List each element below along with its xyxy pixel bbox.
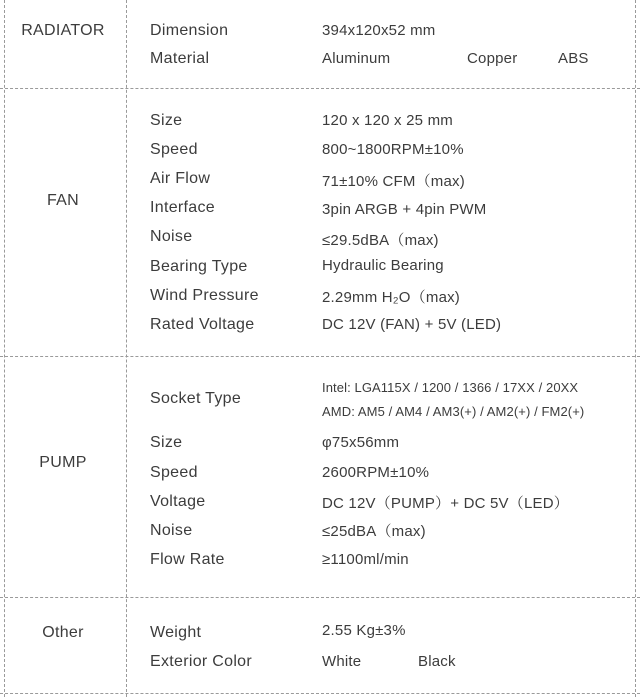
- spec-label: Socket Type: [150, 390, 242, 407]
- category-label: PUMP: [39, 454, 87, 471]
- spec-label: Size: [150, 112, 183, 129]
- spec-label: Wind Pressure: [150, 287, 259, 304]
- spec-label: Flow Rate: [150, 551, 225, 568]
- spec-value: Copper: [467, 50, 518, 67]
- spec-value: Black: [418, 653, 456, 670]
- spec-label: Air Flow: [150, 170, 211, 187]
- spec-value: ABS: [558, 50, 589, 67]
- spec-label: Bearing Type: [150, 258, 248, 275]
- spec-label: Exterior Color: [150, 653, 253, 670]
- category-label: Other: [42, 624, 84, 641]
- spec-label: Material: [150, 50, 210, 67]
- spec-value: 3pin ARGB + 4pin PWM: [322, 201, 487, 218]
- table-border-left: [4, 0, 5, 697]
- spec-value: ≤29.5dBA（max): [322, 232, 439, 249]
- spec-value: DC 12V (FAN) + 5V (LED): [322, 316, 502, 333]
- spec-label: Dimension: [150, 22, 229, 39]
- table-border-bottom: [0, 693, 640, 694]
- spec-value: 120 x 120 x 25 mm: [322, 112, 453, 129]
- spec-value: White: [322, 653, 362, 670]
- spec-value: 2600RPM±10%: [322, 464, 430, 481]
- spec-label: Speed: [150, 141, 198, 158]
- spec-value: Hydraulic Bearing: [322, 257, 444, 274]
- spec-label: Noise: [150, 228, 193, 245]
- spec-value: 800~1800RPM±10%: [322, 141, 464, 158]
- spec-label: Interface: [150, 199, 215, 216]
- category-label: FAN: [46, 192, 80, 209]
- spec-label: Voltage: [150, 493, 206, 510]
- spec-value: Intel: LGA115X / 1200 / 1366 / 17XX / 20XX: [322, 380, 579, 395]
- section-divider: [0, 88, 640, 89]
- spec-value: φ75x56mm: [322, 434, 400, 451]
- section-divider: [0, 597, 640, 598]
- category-label: RADIATOR: [21, 22, 105, 39]
- spec-value: 394x120x52 mm: [322, 22, 436, 39]
- spec-label: Size: [150, 434, 183, 451]
- spec-label: Rated Voltage: [150, 316, 255, 333]
- spec-label: Noise: [150, 522, 193, 539]
- spec-value: ≥1100ml/min: [322, 551, 409, 568]
- spec-value: AMD: AM5 / AM4 / AM3(+) / AM2(+) / FM2(+): [322, 404, 585, 419]
- spec-value: DC 12V（PUMP）+ DC 5V（LED）: [322, 495, 569, 512]
- section-divider: [0, 356, 640, 357]
- spec-value: Aluminum: [322, 50, 391, 67]
- spec-value: 71±10% CFM（max): [322, 173, 465, 190]
- spec-value: ≤25dBA（max): [322, 523, 426, 540]
- table-border-right: [635, 0, 636, 697]
- spec-label: Speed: [150, 464, 198, 481]
- spec-value: 2.29mm H₂O（max): [322, 289, 461, 306]
- spec-value: 2.55 Kg±3%: [322, 622, 406, 639]
- spec-label: Weight: [150, 624, 202, 641]
- column-divider: [126, 0, 127, 697]
